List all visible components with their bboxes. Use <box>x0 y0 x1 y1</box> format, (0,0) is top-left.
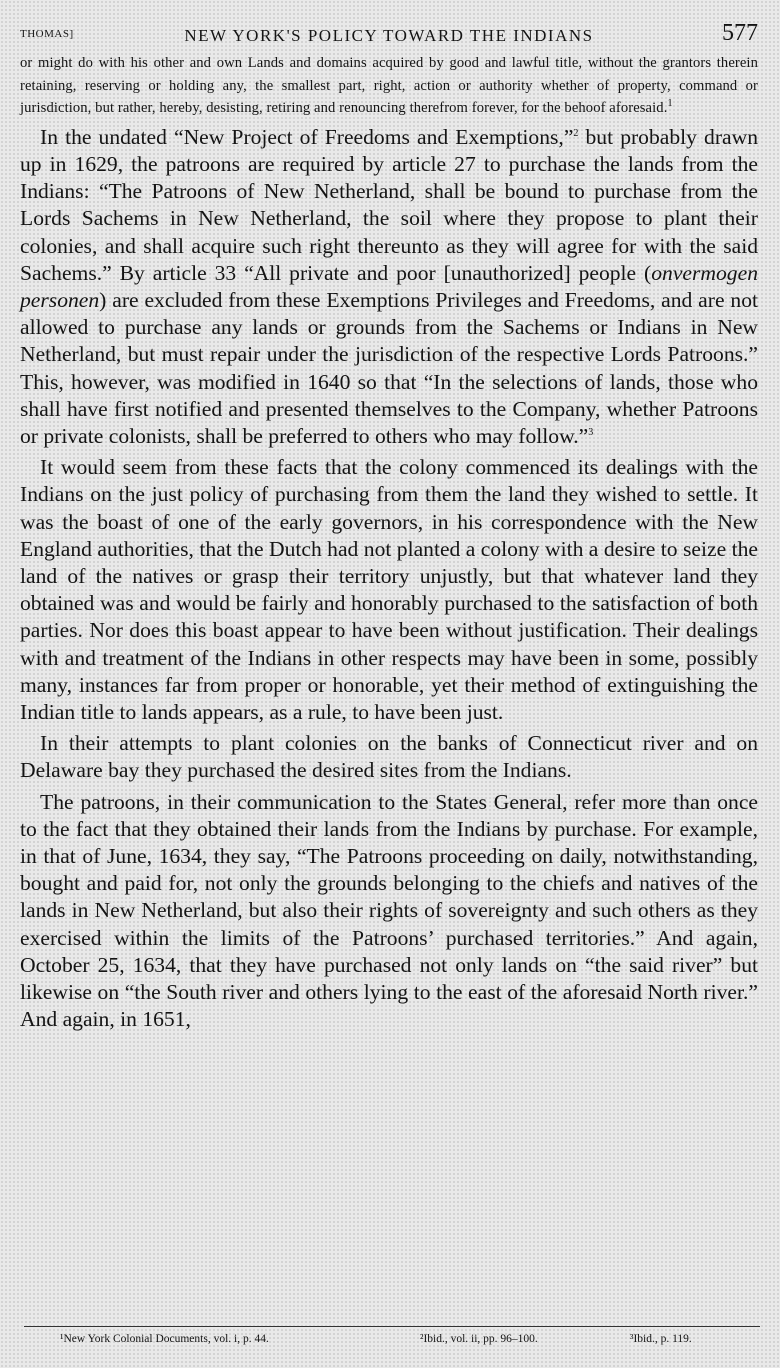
quoted-passage <box>20 52 758 120</box>
running-header <box>20 14 758 52</box>
paragraph-1-italic-term: onvermogen personen <box>20 260 758 312</box>
paragraph-2: It would seem from these facts that the colony commenced its dealings with the Indians on the just policy of purchasing from them the land they wished to settle. It was the boast of one of the early governors, in his correspondence with the New England authorities, that the Dutch had not planted a colony with a desire to seize the land of the natives or grasp their territory unjustly, but that whatever land they obtained was and would be fairly and honorably purchased to the satisfaction of both parties. Nor does this boast appear to have been without justification. Their dealings with and treatment of the Indians in other respects may have been in some, possibly many, instances far from proper or honorable, yet their method of extinguishing the Indian title to lands appears, as a rule, to have been just. <box>20 455 758 725</box>
footnote-1: ¹New York Colonial Documents, vol. i, p. 44. <box>60 1333 269 1345</box>
footnote-ref-3: 3 <box>588 426 594 438</box>
footnote-divider <box>24 1326 760 1327</box>
header-title: NEW YORK'S POLICY TOWARD THE INDIANS <box>184 26 594 45</box>
paragraph-1 <box>20 124 758 450</box>
footnote-ref-1: 1 <box>667 98 673 110</box>
footnote-2: ²Ibid., vol. ii, pp. 96–100. <box>420 1333 538 1345</box>
paragraph-1-text-c: ) are excluded from these Exemptions Privileges and Freedoms, and are not allowed to purchase any lands or grounds from the Sachems or Indians in New Netherland, but must repair under the jurisdiction of the respective Lords Patroons.” This, however, was modified in 1640 so that “In the selections of lands, those who shall have first notified and presented themselves to the Company, whether Patroons or private colonists, shall be preferred to others who may follow.” <box>20 288 758 449</box>
quoted-passage-text: or might do with his other and own Lands and domains acquired by good and lawful title, without the grantors therein retaining, reserving or holding any, the smallest part, right, action or authority whether of property, command or jurisdiction, but rather, hereby, desisting, retiring and renouncing therefrom forever, for the behoof aforesaid. <box>20 55 758 117</box>
footnote-3: ³Ibid., p. 119. <box>630 1333 692 1345</box>
paragraph-4: The patroons, in their communication to the States General, refer more than once to the fact that they obtained their lands from the Indians by purchase. For example, in that of June, 1634, they say, “The Patroons proceeding on daily, notwithstanding, bought and paid for, not only the grounds belonging to the chiefs and natives of the lands in New Netherland, but also their rights of sovereignty and such others as they exercised within the limits of the Patroons’ purchased territories.” And again, October 25, 1634, that they have purchased not only lands on “the said river” but likewise on “the South river and others lying to the east of the aforesaid North river.” And again, in 1651, <box>20 789 758 1032</box>
footnote-ref-2: 2 <box>573 127 579 139</box>
paragraph-1-text-a: In the undated “New Project of Freedoms and Exemptions,” <box>40 124 574 149</box>
footnotes <box>60 1333 740 1345</box>
paragraph-3: In their attempts to plant colonies on the banks of Connecticut river and on Delaware bay they purchased the desired sites from the Indians. <box>20 731 758 783</box>
page-number: 577 <box>722 20 758 46</box>
header-author: THOMAS] <box>20 28 74 40</box>
paragraph-1-text-b: but probably drawn up in 1629, the patroons are required by article 27 to purchase the lands from the Indians: “The Patroons of New Netherland, shall be bound to purchase from the Lords Sachems in New Netherland, the soil where they propose to plant their colonies, and shall acquire such right thereunto as they will agree for with the said Sachems.” By article 33 “All private and poor [unauthorized] people ( <box>20 124 758 285</box>
